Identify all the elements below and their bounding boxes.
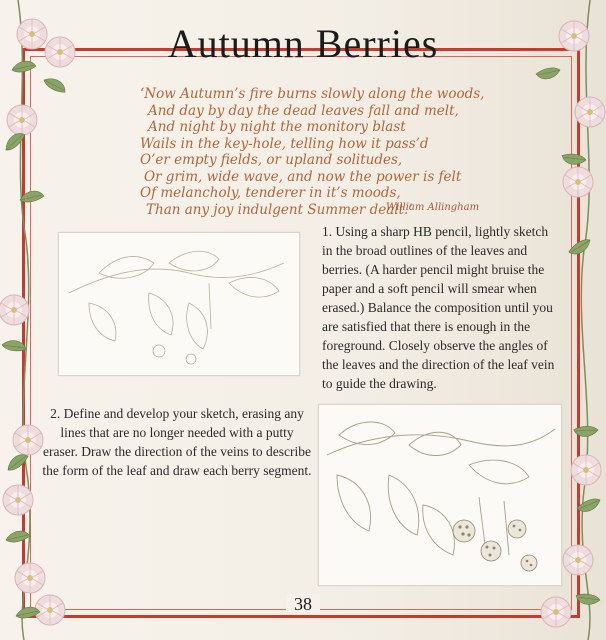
page-number-text: 38	[286, 594, 320, 614]
poem-line: O’er empty fields, or upland solitudes,	[140, 152, 403, 168]
sketch-image-stage-2	[318, 404, 562, 586]
sketch-image-stage-1	[58, 232, 300, 376]
flower-left-mid	[0, 105, 65, 625]
poem-line: Of melancholy, tenderer in it’s moods,	[140, 185, 401, 201]
poem-line: And night by night the monitory blast	[148, 119, 406, 135]
poem-line: Or grim, wide wave, and now the power is felt	[144, 168, 462, 185]
instruction-step-2: 2. Define and develop your sketch, erasing any lines that are no longer needed with a putty eraser. Draw the direction of the veins to describe the form of the leaf and draw each berry segment.	[42, 406, 312, 478]
poem-line: Wails in the key-hole, telling how it pass’d	[140, 135, 429, 152]
blackberry-sketch	[319, 405, 561, 585]
poem-line: ‘Now Autumn’s fire burns slowly along the woods,	[140, 86, 485, 102]
poem-author: William Allingham	[386, 202, 480, 213]
poem-line: And day by day the dead leaves fall and melt,	[148, 102, 459, 119]
bramble-sketch	[59, 233, 299, 375]
poem-line: Than any joy indulgent Summer dealt.’	[146, 201, 413, 218]
page-number	[0, 594, 606, 615]
page-title: Autumn Berries	[167, 21, 439, 66]
poem-text	[140, 86, 500, 218]
instruction-step-1: 1. Using a sharp HB pencil, lightly sketch in the broad outlines of the leaves and berries. (A harder pencil might bruise the paper and a soft pencil will smear when erased.) Balance the composition until you are satisfied that there is enough in the foreground. Closely observe the angles of the leaves and the direction of the leaf vein to guide the drawing.	[322, 224, 555, 391]
